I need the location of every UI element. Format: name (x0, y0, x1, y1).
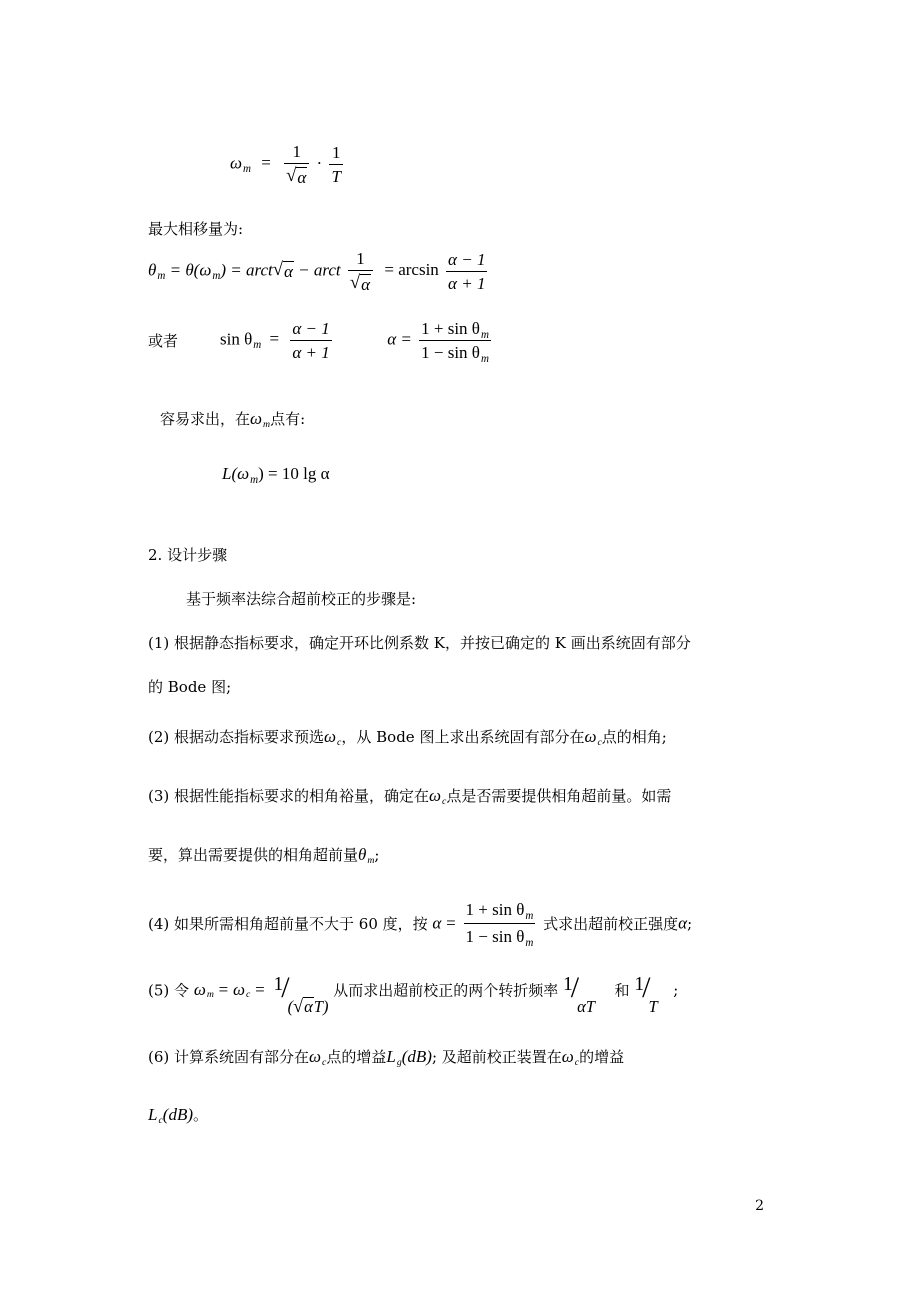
slash-fraction: 1 / αT (563, 971, 595, 1016)
step-2: (2) 根据动态指标要求预选$\omega_c$，从 Bode 图上求出系统固有部分在$\omega_c$点的相角; (148, 727, 667, 749)
step-5: (5) 令 $\omega_m = \omega_c$ = 1 / ( √ α T) 从而求出超前校正的两个转折频率 1 / αT 和 1 / T ; (148, 971, 679, 1016)
formula-theta-m: $\theta_m = \theta(\omega_m)$ = arct √ α − arct 1 √ α = arcsin $\frac{\alpha - 1}{\alpha + 1}$ (148, 249, 486, 294)
fraction: $\frac{\alpha - 1}{\alpha + 1}$ (448, 250, 486, 293)
max-phase-label: 最大相移量为: (148, 220, 244, 238)
step-1: (1) 根据静态指标要求，确定开环比例系数 K，并按已确定的 K 画出系统固有部分 (148, 634, 691, 652)
step-1-cont: 的 Bode 图; (148, 678, 232, 696)
step-6-cont: $L_c(dB)$。 (148, 1105, 209, 1127)
easy-line: 容易求出，在$\omega_m$点有: (160, 409, 306, 431)
fraction: $\frac{1 + \sin \theta_m}{1 - \sin \theta_m}$ (421, 319, 489, 365)
formula-L-omega: $L(\omega_m) = 10$ lg α (222, 464, 330, 486)
formula-sin-theta: $\sin \theta_m$ = $\frac{\alpha - 1}{\alpha + 1}$ α = $\frac{1 + \sin \theta_m}{1 - \sin \theta_m}$ (220, 319, 489, 365)
fraction: 1 √ α (348, 250, 373, 293)
slash-fraction: 1 / T (634, 971, 658, 1016)
section-heading: 2. 设计步骤 (148, 546, 228, 564)
page-number: 2 (755, 1198, 764, 1214)
intro-text: 基于频率法综合超前校正的步骤是: (186, 590, 417, 608)
fraction: $\frac{\alpha - 1}{\alpha + 1}$ (292, 319, 330, 363)
slash-fraction: 1 / ( √ α T) (273, 971, 329, 1016)
fraction: 1 √ α (284, 143, 309, 186)
fraction: $\frac{1 + \sin \theta_m}{1 - \sin \theta_m}$ (465, 900, 534, 949)
formula-omega-m: $\omega_m$ = 1 √ α · $\frac{1}{T}$ (230, 142, 341, 187)
fraction: $\frac{1}{T}$ (331, 143, 341, 186)
step-3-cont: 要，算出需要提供的相角超前量$\theta_m$; (148, 845, 380, 867)
step-4: (4) 如果所需相角超前量不大于 60 度，按 α = $\frac{1 + \sin \theta_m}{1 - \sin \theta_m}$ 式求出超前校正强度α; (148, 900, 693, 949)
step-3: (3) 根据性能指标要求的相角裕量，确定在$\omega_c$点是否需要提供相角超前量。如需 (148, 786, 672, 808)
step-6: (6) 计算系统固有部分在$\omega_c$点的增益$L_g(dB)$; 及超前校正装置在$\omega_c$的增益 (148, 1047, 625, 1069)
or-label: 或者 (148, 332, 179, 350)
